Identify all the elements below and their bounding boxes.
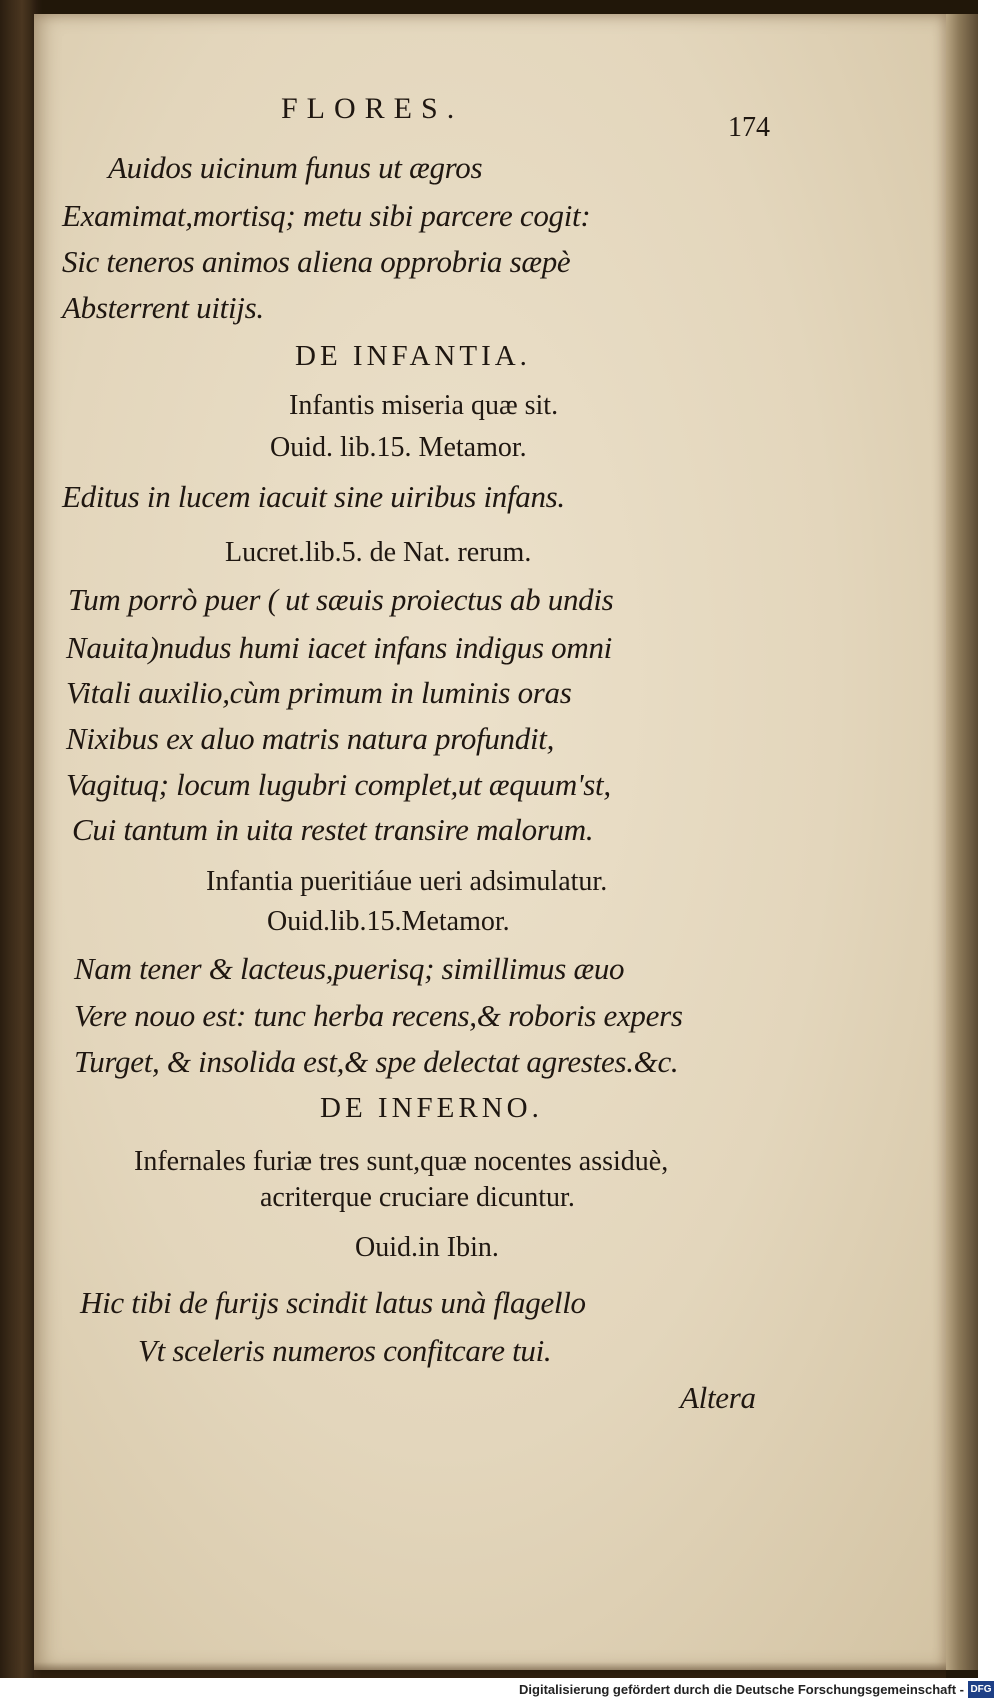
page-edge (946, 14, 978, 1670)
dfg-logo-icon: DFG (968, 1681, 994, 1698)
section-heading: DE INFANTIA. (295, 340, 531, 372)
text-line: Vt sceleris numeros confitcare tui. (138, 1333, 552, 1368)
footer-bar (0, 1678, 1000, 1703)
digitization-credit: Digitalisierung gefördert durch die Deutsche Forschungsgemeinschaft - (519, 1682, 964, 1697)
citation: Lucret.lib.5. de Nat. rerum. (225, 537, 532, 568)
text-line: Turget, & insolida est,& spe delectat agrestes.&c. (74, 1044, 679, 1079)
citation: Ouid.in Ibin. (355, 1232, 499, 1263)
text-line: Vitali auxilio,cùm primum in luminis oras (66, 675, 572, 710)
section-heading: DE INFERNO. (320, 1092, 543, 1124)
text-line: Vagituq; locum lugubri complet,ut æquum'st, (66, 767, 611, 802)
subheading: acriterque cruciare dicuntur. (260, 1182, 575, 1213)
text-line: Sic teneros animos aliena opprobria sæpè (62, 244, 571, 279)
subheading: Infantia pueritiáue ueri adsimulatur. (206, 866, 608, 897)
text-line: Hic tibi de furijs scindit latus unà flagello (80, 1285, 586, 1320)
text-line: Nixibus ex aluo matris natura profundit, (66, 721, 555, 756)
subheading: Infantis miseria quæ sit. (289, 390, 559, 421)
page-bottom-shadow (34, 1662, 946, 1678)
text-line: Editus in lucem iacuit sine uiribus infans. (62, 479, 565, 514)
text-line: Auidos uicinum funus ut ægros (108, 150, 483, 185)
running-head: FLORES. (281, 92, 464, 125)
citation: Ouid.lib.15.Metamor. (267, 906, 510, 937)
text-line: Nam tener & lacteus,puerisq; simillimus æuo (74, 951, 625, 986)
page-number: 174 (728, 112, 770, 143)
citation: Ouid. lib.15. Metamor. (270, 432, 527, 463)
text-line: Tum porrò puer ( ut sæuis proiectus ab undis (68, 582, 614, 617)
text-line: Absterrent uitijs. (62, 290, 264, 325)
catchword: Altera (680, 1380, 756, 1415)
text-line: Nauita)nudus humi iacet infans indigus omni (66, 630, 612, 665)
subheading: Infernales furiæ tres sunt,quæ nocentes assiduè, (134, 1146, 669, 1177)
text-line: Cui tantum in uita restet transire malorum. (72, 812, 594, 847)
text-line: Vere nouo est: tunc herba recens,& roboris expers (74, 998, 683, 1033)
text-line: Examimat,mortisq; metu sibi parcere cogit: (62, 198, 591, 233)
